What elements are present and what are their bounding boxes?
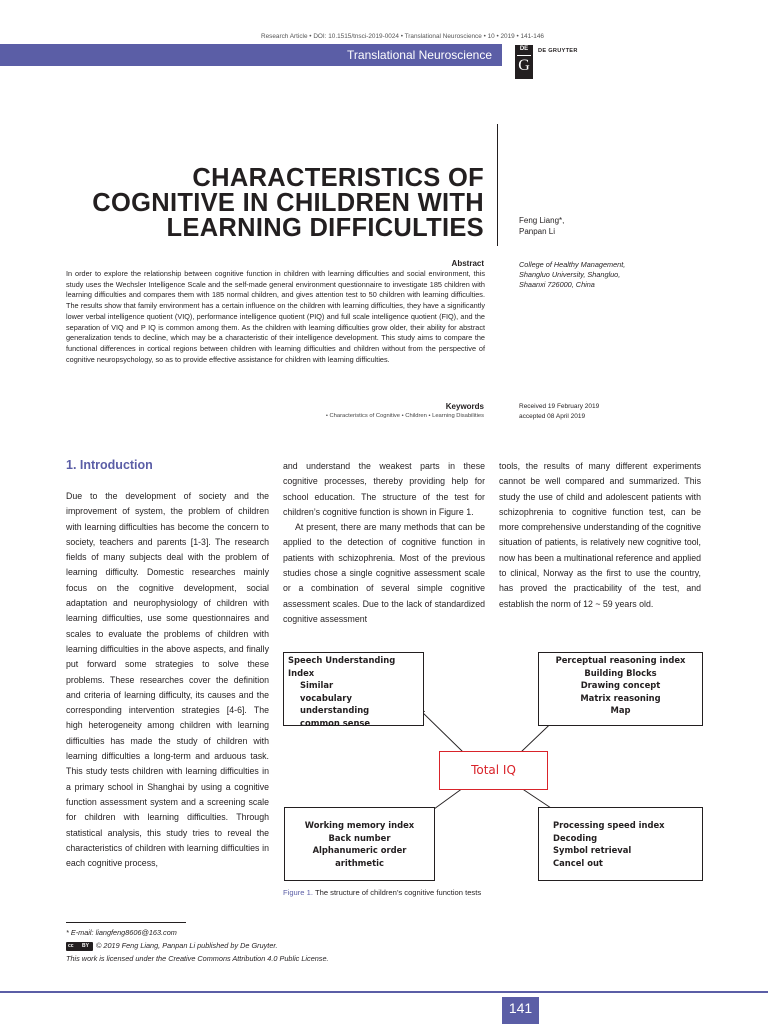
license-line: This work is licensed under the Creative Commons Attribution 4.0 Public License. bbox=[66, 954, 329, 963]
caption-text: The structure of children’s cognitive function tests bbox=[314, 888, 482, 897]
working-memory-box bbox=[284, 807, 435, 881]
article-title bbox=[60, 166, 484, 241]
figure-1-diagram bbox=[283, 652, 703, 884]
processing-speed-box bbox=[538, 807, 703, 881]
cc-icon: cc bbox=[68, 943, 74, 949]
logo-divider bbox=[517, 55, 531, 56]
perceptual-reasoning-box bbox=[538, 652, 703, 726]
cc-by-label: BY bbox=[82, 943, 89, 949]
affiliation-line: College of Healthy Management, bbox=[519, 260, 626, 269]
body-column-3 bbox=[499, 459, 701, 612]
box-item: common sense bbox=[300, 717, 371, 728]
body-column-1 bbox=[66, 489, 269, 871]
title-line: LEARNING DIFFICULTIES bbox=[166, 214, 484, 242]
title-line: CHARACTERISTICS OF bbox=[192, 164, 484, 192]
arrow-to-speech bbox=[420, 710, 463, 752]
author: Panpan Li bbox=[519, 227, 556, 236]
total-iq-box: Total IQ bbox=[439, 751, 548, 790]
paragraph: At present, there are many methods that can be applied to the detection of cognitive function in patients with schizophrenia. Most of the previous studies chose a single cognitive assessment scale or a combination of several simple cognitive assessment scales. Due to the lack of standardized cognitive assessment bbox=[283, 522, 485, 624]
box-title: Working memory index bbox=[304, 820, 415, 830]
affiliation-line: Shaanxi 726000, China bbox=[519, 280, 595, 289]
box-item: Alphanumeric order bbox=[312, 845, 407, 855]
accepted-date: accepted 08 April 2019 bbox=[519, 413, 586, 420]
author-list bbox=[519, 215, 564, 237]
box-title: Processing speed index bbox=[553, 820, 665, 830]
cc-by-badge bbox=[66, 942, 93, 951]
paragraph: tools, the results of many different experiments cannot be well compared and summarized. This study the use of child and adolescent patients with schizophrenia to cognitive function test, can be more comprehensive understanding of the cognitive situation of patients, is relatively new cognitive tool, now has been a multinational reference and applied to clinical, Norway as the first to use the country, has proved the practicability of the test, and establish the norm of 12 ~ 59 years old. bbox=[499, 461, 701, 609]
box-item: vocabulary bbox=[300, 692, 352, 703]
author: Feng Liang*, bbox=[519, 216, 565, 225]
footer-rule bbox=[0, 991, 768, 993]
box-title: Perceptual reasoning index bbox=[555, 655, 686, 665]
body-column-2 bbox=[283, 459, 485, 627]
footnote-rule bbox=[66, 922, 186, 923]
box-item: Symbol retrieval bbox=[553, 845, 632, 855]
box-item: Drawing concept bbox=[580, 680, 661, 690]
box-item: Back number bbox=[328, 832, 391, 843]
article-dates bbox=[519, 402, 599, 422]
title-divider bbox=[497, 124, 498, 246]
page-number: 141 bbox=[502, 997, 539, 1024]
affiliation-line: Shangluo University, Shangluo, bbox=[519, 270, 621, 279]
paragraph: and understand the weakest parts in these cognitive processes, thereby providing help for school education. The structure of the test for children’s cognitive function is shown in Figure 1. bbox=[283, 461, 485, 517]
figure-caption bbox=[283, 888, 481, 897]
box-item: understanding bbox=[300, 705, 370, 715]
abstract-heading: Abstract bbox=[451, 259, 484, 268]
box-title: Speech Understanding Index bbox=[288, 655, 396, 678]
received-date: Received 19 February 2019 bbox=[519, 403, 600, 410]
caption-label: Figure 1. bbox=[283, 888, 313, 897]
keywords-heading: Keywords bbox=[445, 402, 484, 411]
section-heading: 1. Introduction bbox=[66, 458, 153, 472]
box-item: Similar bbox=[300, 680, 334, 690]
abstract-text: In order to explore the relationship between cognitive function in children with learning difficulties and social environment, this study uses the Wechsler Intelligence Scale and the self-made general environment questionnaire to investigate 185 children with learning difficulties and compares them with 185 normal children, and gives attention test to 50 children with learning difficulties. The results show that family environment has a certain influence on the children with learning difficulties, they have a significantly lower verbal intelligence quotient (VIQ), performance intelligence quotient (PIQ) and full scale intelligence quotient (FIQ), and the separation of VIQ and P IQ is common among them. As the children with learning difficulties grow older, their ability for abstract generalization tends to decline, which may be a characteristic of their intelligence development. This study aims to compare the functional differences in cortical regions between children with learning difficulties and children without from the perspective of cognitive neuropsychology, so as to provide effective assistance for children with learning difficulties. bbox=[66, 269, 485, 364]
affiliation bbox=[519, 260, 625, 290]
speech-understanding-box bbox=[283, 652, 424, 726]
logo-de-text: DE bbox=[519, 46, 529, 52]
journal-name: Translational Neuroscience bbox=[347, 48, 492, 62]
logo-g-text: G bbox=[518, 57, 530, 74]
corresponding-email: * E-mail: liangfeng8606@163.com bbox=[66, 928, 177, 937]
box-item: Cancel out bbox=[553, 857, 603, 868]
box-item: Decoding bbox=[553, 832, 598, 843]
copyright-line: © 2019 Feng Liang, Panpan Li published by De Gruyter. bbox=[96, 941, 278, 950]
title-line: COGNITIVE IN CHILDREN WITH bbox=[92, 189, 484, 217]
box-item: Matrix reasoning bbox=[580, 692, 661, 703]
paragraph: Due to the development of society and the improvement of system, the problem of children with learning difficulties has become the concern to society, teachers and parents [1-3]. The research fields of many subjects deal with the problem of learning difficulty. Domestic researches mainly focus on the cognitive development, social adaptation and neurophysiology of children with learning difficulties, use some questionnaires and scales to evaluate the problems of children with learning difficulties in the above aspects, and finally put forward some strategies to solve these problems. These researches cover the definition and criteria of learning difficulty, its causes and the corresponding intervention strategies [4-6]. The high heterogeneity among children with learning difficulties has made the study of children with learning difficulties a long-term and arduous task. This study tests children with learning difficulties in a primary school in Shanghai by using a cognitive function assessment system and a screening scale for children with learning difficulties. Through statistical analysis, this study tries to reveal the characteristics of children with learning difficulties in each cognitive process, bbox=[66, 491, 269, 869]
box-item: arithmetic bbox=[335, 857, 384, 868]
box-item: Building Blocks bbox=[584, 667, 657, 678]
box-item: Map bbox=[610, 705, 631, 715]
publisher-name: DE GRUYTER bbox=[538, 48, 578, 54]
keywords-list: • Characteristics of Cognitive • Children • Learning Disabilities bbox=[325, 413, 484, 419]
